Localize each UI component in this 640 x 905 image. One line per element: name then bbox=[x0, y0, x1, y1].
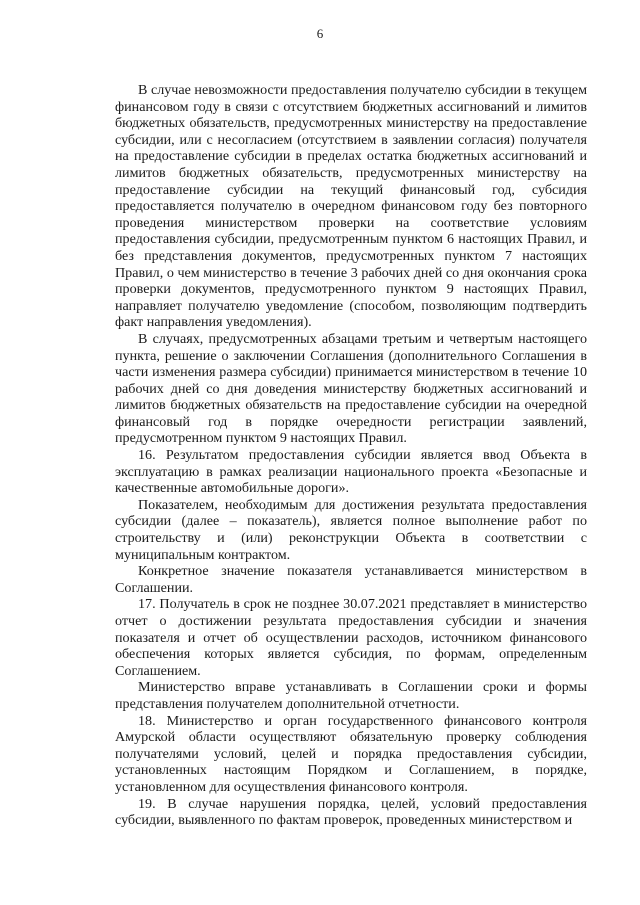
paragraph-indicator-definition: Показателем, необходимым для достижения результата предоставления субсидии (далее – показатель), является полное выполнение работ по строительству и (или) реконструкции Объекта в соответствии с муниципальным контрактом. bbox=[115, 496, 587, 563]
paragraph-funding-unavailable: В случае невозможности предоставления получателю субсидии в текущем финансовом году в связи с отсутствием бюджетных ассигнований и лимитов бюджетных обязательств, предусмотренных министерству на предоставление субсидии, или с несогласием (отсутствием в заявлении согласия) получателя на предоставление субсидии в пределах остатка бюджетных ассигнований и лимитов бюджетных обязательств, предусмотренных министерству на предоставление субсидии на текущий финансовый год, субсидия предоставляется получателю в очередном финансовом году без повторного проведения министерством проверки на соответствие условиям предоставления субсидии, предусмотренным пунктом 6 настоящих Правил, и без представления документов, предусмотренных пунктом 7 настоящих Правил, о чем министерство в течение 3 рабочих дней со дня окончания срока проверки документов, предусмотренного пунктом 9 настоящих Правил, направляет получателю уведомление (способом, позволяющим подтвердить факт направления уведомления). bbox=[115, 82, 587, 331]
paragraph-item-19-violation: 19. В случае нарушения порядка, целей, условий предоставления субсидии, выявленного по фактам проверок, проведенных министерством и bbox=[115, 795, 587, 829]
paragraph-indicator-value: Конкретное значение показателя устанавливается министерством в Соглашении. bbox=[115, 563, 587, 596]
document-body bbox=[115, 82, 587, 829]
page-number: 6 bbox=[316, 26, 324, 41]
paragraph-additional-reporting: Министерство вправе устанавливать в Соглашении сроки и формы представления получателем дополнительной отчетности. bbox=[115, 679, 587, 712]
paragraph-item-18-control: 18. Министерство и орган государственного финансового контроля Амурской области осуществляют обязательную проверку соблюдения получателями условий, целей и порядка предоставления субсидии, установленных настоящим Порядком и Соглашением, в порядке, установленном для осуществления финансового контроля. bbox=[115, 712, 587, 795]
paragraph-item-16-result: 16. Результатом предоставления субсидии является ввод Объекта в эксплуатацию в рамках реализации национального проекта «Безопасные и качественные автомобильные дороги». bbox=[115, 447, 587, 497]
paragraph-agreement-decision: В случаях, предусмотренных абзацами третьим и четвертым настоящего пункта, решение о заключении Соглашения (дополнительного Соглашения в части изменения размера субсидии) принимается министерством в течение 10 рабочих дней со дня доведения министерству бюджетных ассигнований и лимитов бюджетных обязательств на предоставление субсидии на очередной финансовый год в порядке очередности регистрации заявлений, предусмотренном пунктом 9 настоящих Правил. bbox=[115, 330, 587, 447]
paragraph-item-17-report: 17. Получатель в срок не позднее 30.07.2021 представляет в министерство отчет о достижении результата предоставления субсидии и значения показателя и отчет об осуществлении расходов, источником финансового обеспечения которых является субсидия, по формам, определенным Соглашением. bbox=[115, 596, 587, 679]
